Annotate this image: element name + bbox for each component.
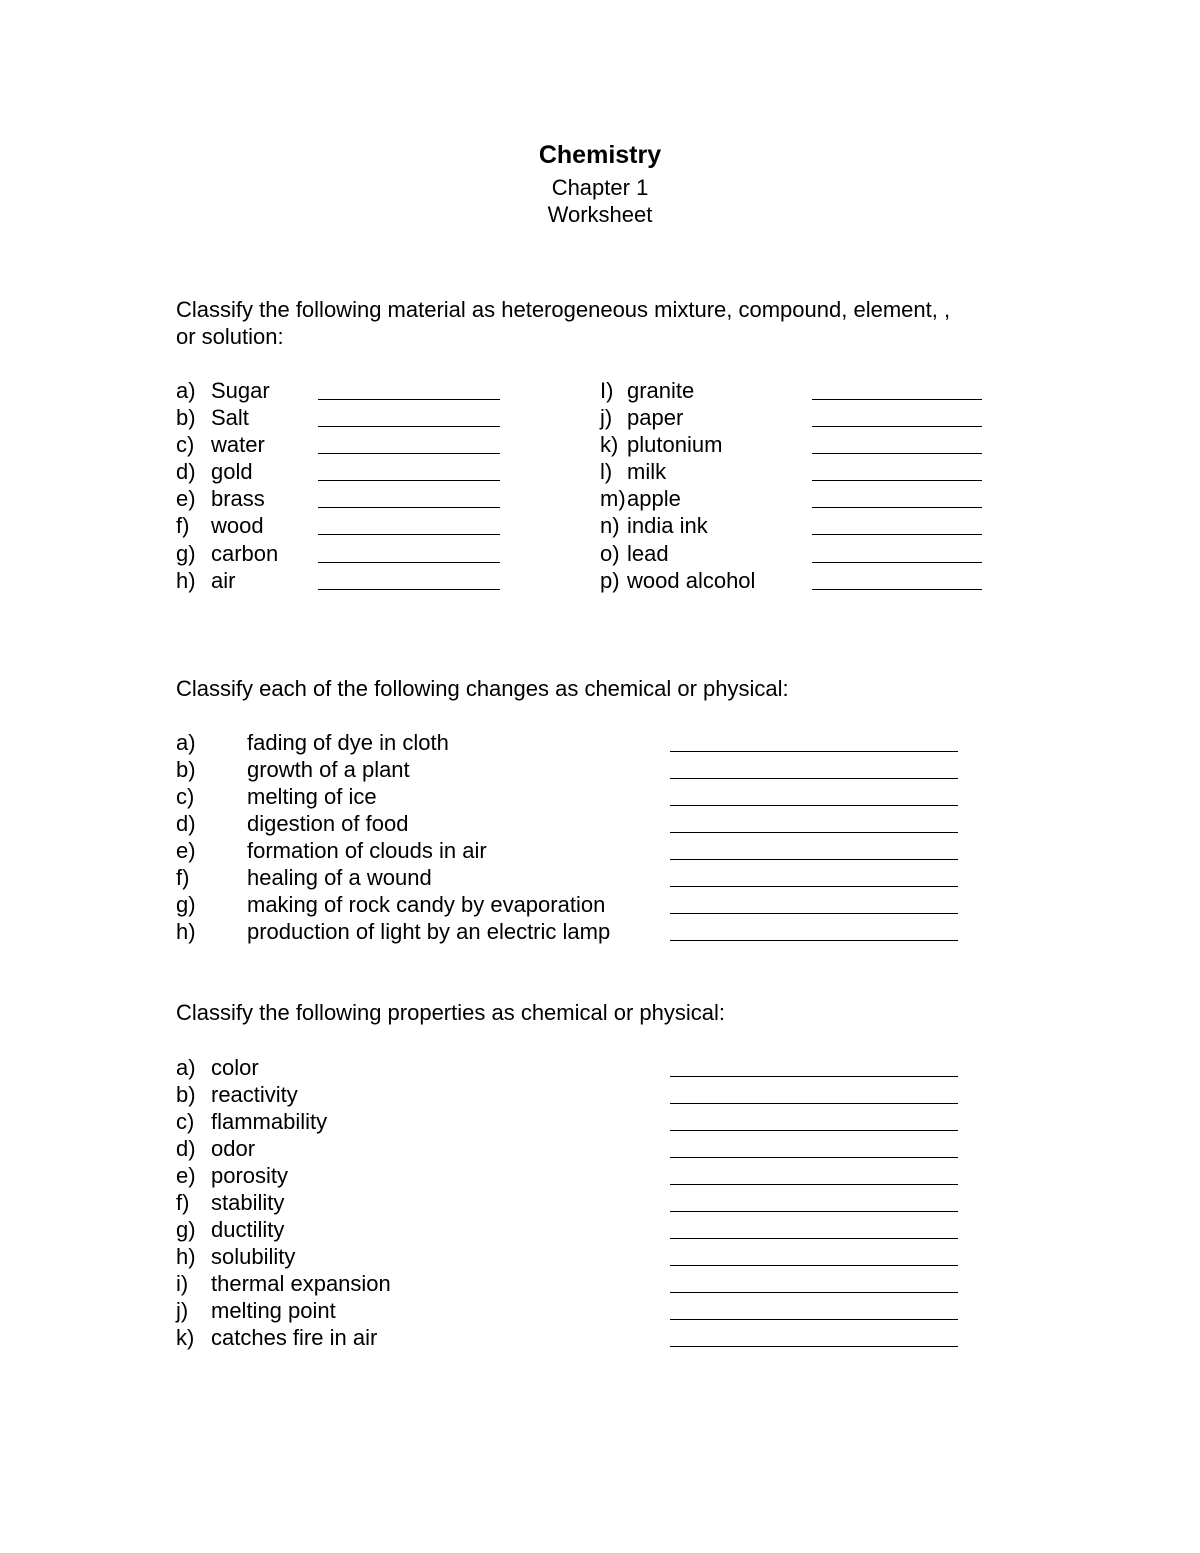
item-text: india ink [627, 513, 708, 538]
item-text: reactivity [211, 1082, 298, 1107]
answer-blank[interactable] [670, 1184, 958, 1185]
answer-blank[interactable] [318, 589, 500, 590]
item-letter: j) [600, 405, 613, 430]
item-text: Salt [211, 405, 249, 430]
item-text: stability [211, 1190, 285, 1215]
item-letter: d) [176, 1136, 196, 1161]
answer-blank[interactable] [812, 534, 982, 535]
item-letter: c) [176, 1109, 195, 1134]
item-letter: I) [600, 378, 614, 403]
item-letter: b) [176, 1082, 196, 1107]
answer-blank[interactable] [670, 1103, 958, 1104]
item-text: lead [627, 541, 669, 566]
section1-instruction-line2: or solution: [176, 324, 284, 349]
section2-instruction: Classify each of the following changes as chemical or physical: [176, 676, 789, 701]
answer-blank[interactable] [670, 859, 958, 860]
answer-blank[interactable] [670, 832, 958, 833]
item-letter: j) [176, 1298, 189, 1323]
answer-blank[interactable] [318, 426, 500, 427]
item-letter: h) [176, 1244, 196, 1269]
item-text: brass [211, 486, 265, 511]
item-letter: h) [176, 568, 196, 593]
item-letter: h) [176, 919, 196, 944]
chapter-label: Chapter 1 [551, 175, 649, 200]
item-letter: d) [176, 459, 196, 484]
item-letter: l) [600, 459, 613, 484]
item-text: formation of clouds in air [247, 838, 487, 863]
answer-blank[interactable] [670, 1130, 958, 1131]
item-letter: o) [600, 541, 620, 566]
item-text: melting of ice [247, 784, 377, 809]
answer-blank[interactable] [812, 480, 982, 481]
answer-blank[interactable] [670, 778, 958, 779]
item-letter: e) [176, 1163, 196, 1188]
item-text: thermal expansion [211, 1271, 391, 1296]
answer-blank[interactable] [812, 562, 982, 563]
answer-blank[interactable] [670, 1238, 958, 1239]
item-text: making of rock candy by evaporation [247, 892, 606, 917]
item-letter: a) [176, 730, 196, 755]
item-letter: c) [176, 432, 195, 457]
answer-blank[interactable] [670, 1265, 958, 1266]
item-text: wood [211, 513, 264, 538]
item-letter: i) [176, 1271, 189, 1296]
item-text: Sugar [211, 378, 270, 403]
answer-blank[interactable] [812, 399, 982, 400]
item-letter: d) [176, 811, 196, 836]
answer-blank[interactable] [318, 399, 500, 400]
answer-blank[interactable] [670, 913, 958, 914]
answer-blank[interactable] [670, 1076, 958, 1077]
answer-blank[interactable] [318, 453, 500, 454]
page-title: Chemistry [538, 141, 662, 169]
item-text: production of light by an electric lamp [247, 919, 611, 944]
item-text: flammability [211, 1109, 328, 1134]
item-letter: a) [176, 1055, 196, 1080]
answer-blank[interactable] [318, 507, 500, 508]
item-text: ductility [211, 1217, 285, 1242]
answer-blank[interactable] [670, 1211, 958, 1212]
answer-blank[interactable] [812, 507, 982, 508]
item-text: melting point [211, 1298, 336, 1323]
item-text: fading of dye in cloth [247, 730, 449, 755]
answer-blank[interactable] [670, 1346, 958, 1347]
item-letter: k) [600, 432, 619, 457]
answer-blank[interactable] [812, 589, 982, 590]
item-letter: g) [176, 541, 196, 566]
item-text: apple [627, 486, 681, 511]
item-letter: f) [176, 513, 190, 538]
item-letter: g) [176, 1217, 196, 1242]
item-text: air [211, 568, 236, 593]
item-text: carbon [211, 541, 279, 566]
answer-blank[interactable] [670, 1319, 958, 1320]
item-text: healing of a wound [247, 865, 432, 890]
worksheet-label: Worksheet [547, 202, 653, 227]
answer-blank[interactable] [670, 940, 958, 941]
item-text: plutonium [627, 432, 723, 457]
answer-blank[interactable] [812, 453, 982, 454]
item-text: catches fire in air [211, 1325, 378, 1350]
item-text: digestion of food [247, 811, 409, 836]
item-text: growth of a plant [247, 757, 410, 782]
item-text: gold [211, 459, 253, 484]
item-letter: b) [176, 405, 196, 430]
answer-blank[interactable] [318, 480, 500, 481]
item-letter: a) [176, 378, 196, 403]
section3-instruction: Classify the following properties as chemical or physical: [176, 1000, 726, 1025]
item-text: water [211, 432, 265, 457]
item-letter: p) [600, 568, 620, 593]
answer-blank[interactable] [670, 886, 958, 887]
section1-instruction-line1: Classify the following material as heterogeneous mixture, compound, element, , [176, 297, 951, 322]
item-letter: g) [176, 892, 196, 917]
item-text: granite [627, 378, 695, 403]
answer-blank[interactable] [670, 1292, 958, 1293]
answer-blank[interactable] [318, 562, 500, 563]
answer-blank[interactable] [670, 1157, 958, 1158]
item-text: milk [627, 459, 667, 484]
item-text: wood alcohol [627, 568, 756, 593]
answer-blank[interactable] [812, 426, 982, 427]
answer-blank[interactable] [670, 805, 958, 806]
item-letter: b) [176, 757, 196, 782]
item-text: color [211, 1055, 259, 1080]
item-letter: c) [176, 784, 195, 809]
item-text: paper [627, 405, 684, 430]
item-letter: k) [176, 1325, 195, 1350]
item-text: porosity [211, 1163, 289, 1188]
item-letter: m) [600, 486, 626, 511]
item-letter: n) [600, 513, 620, 538]
item-text: solubility [211, 1244, 296, 1269]
item-letter: f) [176, 1190, 190, 1215]
item-letter: e) [176, 486, 196, 511]
item-letter: f) [176, 865, 190, 890]
answer-blank[interactable] [318, 534, 500, 535]
answer-blank[interactable] [670, 751, 958, 752]
item-text: odor [211, 1136, 256, 1161]
item-letter: e) [176, 838, 196, 863]
